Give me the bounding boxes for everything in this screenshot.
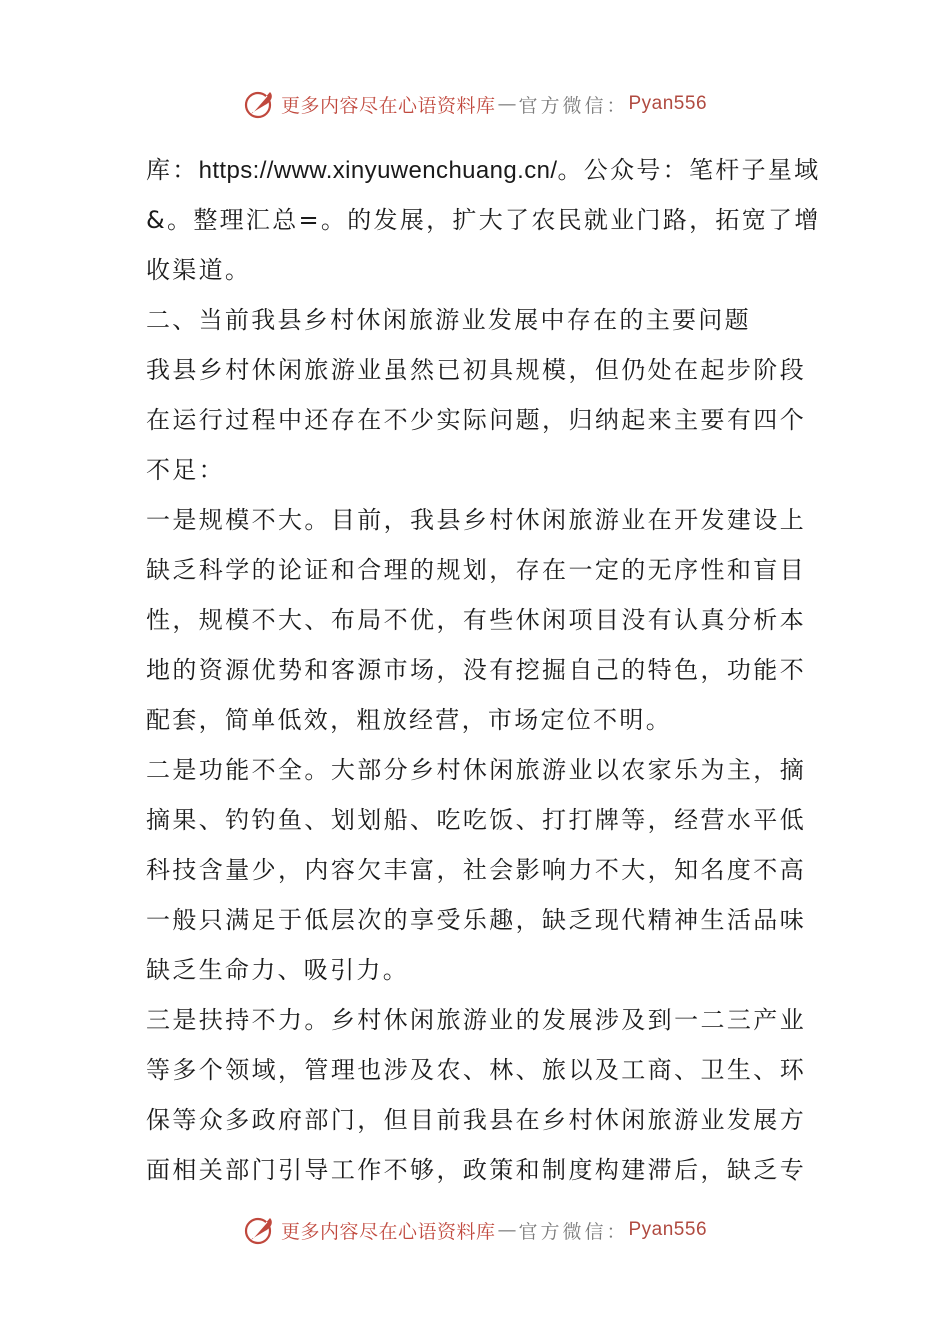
text-line-12: 配套，简单低效，粗放经营，市场定位不明。 <box>146 706 672 734</box>
text-line-18: 三是扶持不力。乡村休闲旅游业的发展涉及到一二三产业 <box>146 1006 806 1034</box>
quill-logo-icon <box>243 87 277 121</box>
text-line-16: 一般只满足于低层次的享受乐趣，缺乏现代精神生活品味 <box>146 906 806 934</box>
text-line-15: 科技含量少，内容欠丰富，社会影响力不大，知名度不高 <box>146 856 806 884</box>
quill-logo-icon <box>243 1213 277 1247</box>
text-line-7: 不足： <box>146 456 225 484</box>
text-line-14: 摘果、钓钓鱼、划划船、吃吃饭、打打牌等，经营水平低 <box>146 806 806 834</box>
document-body <box>146 145 821 1195</box>
website-url: https://www.xinyuwenchuang.cn/ <box>198 157 558 184</box>
text-line-11: 地的资源优势和客源市场，没有挖掘自己的特色，功能不 <box>146 656 806 684</box>
text-line-5: 我县乡村休闲旅游业虽然已初具规模，但仍处在起步阶段 <box>146 356 806 384</box>
text-line-19: 等多个领域，管理也涉及农、林、旅以及工商、卫生、环 <box>146 1056 806 1084</box>
watermark-wechat-id: Pyan556 <box>628 1219 708 1240</box>
watermark-official-label: 官方微信： <box>518 1220 629 1243</box>
text-line-9: 缺乏科学的论证和合理的规划，存在一定的无序性和盲目 <box>146 556 806 584</box>
watermark-dash: — <box>497 1219 517 1241</box>
watermark-main-text: 更多内容尽在心语资料库 <box>280 94 496 117</box>
footer-watermark <box>0 1210 950 1250</box>
watermark-wechat-id: Pyan556 <box>628 93 708 114</box>
text-line-10: 性，规模不大、布局不优，有些休闲项目没有认真分析本 <box>146 606 806 634</box>
watermark-group <box>243 1213 707 1247</box>
header-watermark <box>0 84 950 124</box>
text-line-3: 收渠道。 <box>146 256 252 284</box>
watermark-main-text: 更多内容尽在心语资料库 <box>280 1220 496 1243</box>
watermark-official-label: 官方微信： <box>518 94 629 117</box>
text-line-8: 一是规模不大。目前，我县乡村休闲旅游业在开发建设上 <box>146 506 806 534</box>
text-line-17: 缺乏生命力、吸引力。 <box>146 956 409 984</box>
section-heading: 二、当前我县乡村休闲旅游业发展中存在的主要问题 <box>146 306 751 334</box>
text-line-13: 二是功能不全。大部分乡村休闲旅游业以农家乐为主，摘 <box>146 756 806 784</box>
text-line-20: 保等众多政府部门，但目前我县在乡村休闲旅游业发展方 <box>146 1106 806 1134</box>
line-1-prefix: 库： <box>146 156 199 184</box>
watermark-group <box>243 87 707 121</box>
text-line-2: &。整理汇总=。的发展，扩大了农民就业门路，拓宽了增 <box>146 206 821 234</box>
text-line-1 <box>146 145 821 195</box>
text-line-6: 在运行过程中还存在不少实际问题，归纳起来主要有四个 <box>146 406 806 434</box>
text-line-21: 面相关部门引导工作不够，政策和制度构建滞后，缺乏专 <box>146 1156 806 1184</box>
line-1-suffix: 。公众号：笔杆子星域 <box>557 156 821 184</box>
watermark-dash: — <box>497 93 517 115</box>
